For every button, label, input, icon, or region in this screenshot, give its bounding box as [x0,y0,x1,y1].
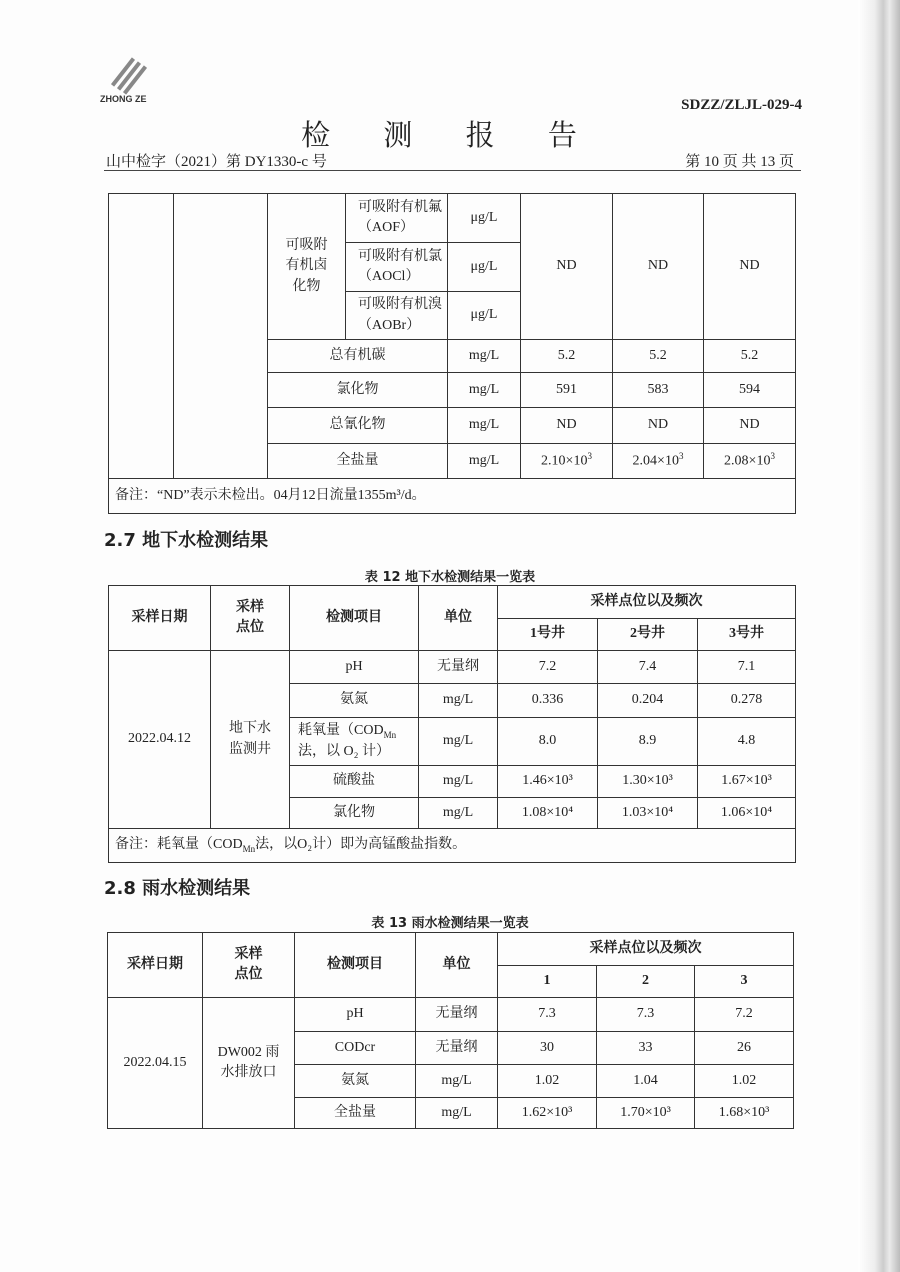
date-cell: 2022.04.12 [109,651,211,829]
value-cell: 8.9 [598,718,698,766]
value-cell: 1.03×10⁴ [598,798,698,829]
unit-cell: mg/L [419,766,498,798]
header-unit: 单位 [419,586,498,651]
unit-cell: mg/L [448,373,521,408]
value-cell: $2.10\times 10^3$ [521,444,613,479]
item-cell: CODcr [295,1032,416,1065]
header-col: 3号井 [698,619,796,651]
table-row [108,998,794,1032]
item-cell: 氯化物 [268,373,448,408]
header-col: 3 [695,966,794,998]
value-cell: 0.278 [698,684,796,718]
value-cell: ND [521,194,613,340]
value-cell: 8.0 [498,718,598,766]
header-item: 检测项目 [290,586,419,651]
section-heading: 2.7 地下水检测结果 [104,530,269,551]
value-cell: ND [704,408,796,444]
report-number: 山中检字（2021）第 DY1330-c 号 [106,154,327,170]
value-cell: 1.02 [498,1065,597,1098]
value-cell: 5.2 [704,340,796,373]
value-cell: 5.2 [521,340,613,373]
value-cell: 591 [521,373,613,408]
value-cell: 7.2 [498,651,598,684]
item-cell: 可吸附有机溴（AOBr） [346,292,448,340]
value-cell: 7.1 [698,651,796,684]
header-point: 采样点位 [211,586,290,651]
value-cell: 7.3 [597,998,695,1032]
header-divider [104,170,801,171]
table-11-continued [108,193,796,514]
page-title: 检 测 报 告 [301,118,599,152]
header-group: 采样点位以及频次 [498,586,796,619]
table-13 [107,932,794,1129]
unit-cell: μg/L [448,243,521,292]
scan-edge [858,0,900,1272]
value-cell: 1.70×10³ [597,1098,695,1129]
blank-cell [109,194,174,479]
table-12 [108,585,796,863]
header-point: 采样点位 [203,933,295,998]
item-cell: 总氰化物 [268,408,448,444]
point-cell: DW002 雨水排放口 [203,998,295,1129]
value-cell: ND [613,194,704,340]
unit-cell: mg/L [448,408,521,444]
value-cell: ND [521,408,613,444]
item-cell: 硫酸盐 [290,766,419,798]
table-note: 备注：“ND”表示未检出。04月12日流量1355m³/d。 [109,479,796,514]
value-cell: $2.08\times 10^3$ [704,444,796,479]
value-cell: ND [613,408,704,444]
value-cell: 7.4 [598,651,698,684]
value-cell: 594 [704,373,796,408]
value-cell: 5.2 [613,340,704,373]
header-col: 2 [597,966,695,998]
header-item: 检测项目 [295,933,416,998]
value-cell: $2.04\times 10^3$ [613,444,704,479]
value-cell: 0.204 [598,684,698,718]
unit-cell: mg/L [419,798,498,829]
blank-cell [174,194,268,479]
header-date: 采样日期 [108,933,203,998]
item-cell: 可吸附有机氯（AOCl） [346,243,448,292]
item-cell: 氯化物 [290,798,419,829]
value-cell: 33 [597,1032,695,1065]
unit-cell: μg/L [448,292,521,340]
unit-cell: 无量纲 [416,998,498,1032]
value-cell: 7.2 [695,998,794,1032]
value-cell: 7.3 [498,998,597,1032]
doc-code: SDZZ/ZLJL-029-4 [681,97,802,113]
value-cell: 1.67×10³ [698,766,796,798]
value-cell: 1.02 [695,1065,794,1098]
value-cell: 1.08×10⁴ [498,798,598,829]
table-note: 备注：耗氧量（$COD_{Mn}$法，以O₂计）即为高锰酸盐指数。 [109,829,796,863]
unit-cell: μg/L [448,194,521,243]
item-cell: 氨氮 [295,1065,416,1098]
group-label: 可吸附有机卤化物 [268,194,346,340]
table-caption: 表 13 雨水检测结果一览表 [371,916,529,931]
item-cell: 全盐量 [295,1098,416,1129]
header-col: 2号井 [598,619,698,651]
value-cell: 30 [498,1032,597,1065]
value-cell: 0.336 [498,684,598,718]
unit-cell: mg/L [448,340,521,373]
date-cell: 2022.04.15 [108,998,203,1129]
point-cell: 地下水监测井 [211,651,290,829]
value-cell: 583 [613,373,704,408]
header-col: 1号井 [498,619,598,651]
value-cell: 1.04 [597,1065,695,1098]
value-cell: 4.8 [698,718,796,766]
header-date: 采样日期 [109,586,211,651]
unit-cell: mg/L [419,718,498,766]
section-heading: 2.8 雨水检测结果 [104,878,251,899]
logo-text: ZHONG ZE [100,94,147,104]
unit-cell: mg/L [416,1098,498,1129]
header-col: 1 [498,966,597,998]
item-cell: pH [290,651,419,684]
page-info: 第 10 页 共 13 页 [685,154,794,170]
unit-cell: mg/L [416,1065,498,1098]
unit-cell: mg/L [419,684,498,718]
item-cell: 氨氮 [290,684,419,718]
value-cell: 26 [695,1032,794,1065]
value-cell: 1.46×10³ [498,766,598,798]
value-cell: 1.68×10³ [695,1098,794,1129]
value-cell: 1.06×10⁴ [698,798,796,829]
item-cell: 全盐量 [268,444,448,479]
table-caption: 表 12 地下水检测结果一览表 [364,570,536,585]
table-row [109,651,796,684]
unit-cell: 无量纲 [416,1032,498,1065]
header-group: 采样点位以及频次 [498,933,794,966]
unit-cell: mg/L [448,444,521,479]
value-cell: 1.30×10³ [598,766,698,798]
value-cell: 1.62×10³ [498,1098,597,1129]
header-unit: 单位 [416,933,498,998]
value-cell: ND [704,194,796,340]
item-cell: 可吸附有机氟（AOF） [346,194,448,243]
item-cell: 耗氧量（$COD_{Mn}$ 法，以 O₂ 计） [290,718,419,766]
item-cell: 总有机碳 [268,340,448,373]
unit-cell: 无量纲 [419,651,498,684]
item-cell: pH [295,998,416,1032]
